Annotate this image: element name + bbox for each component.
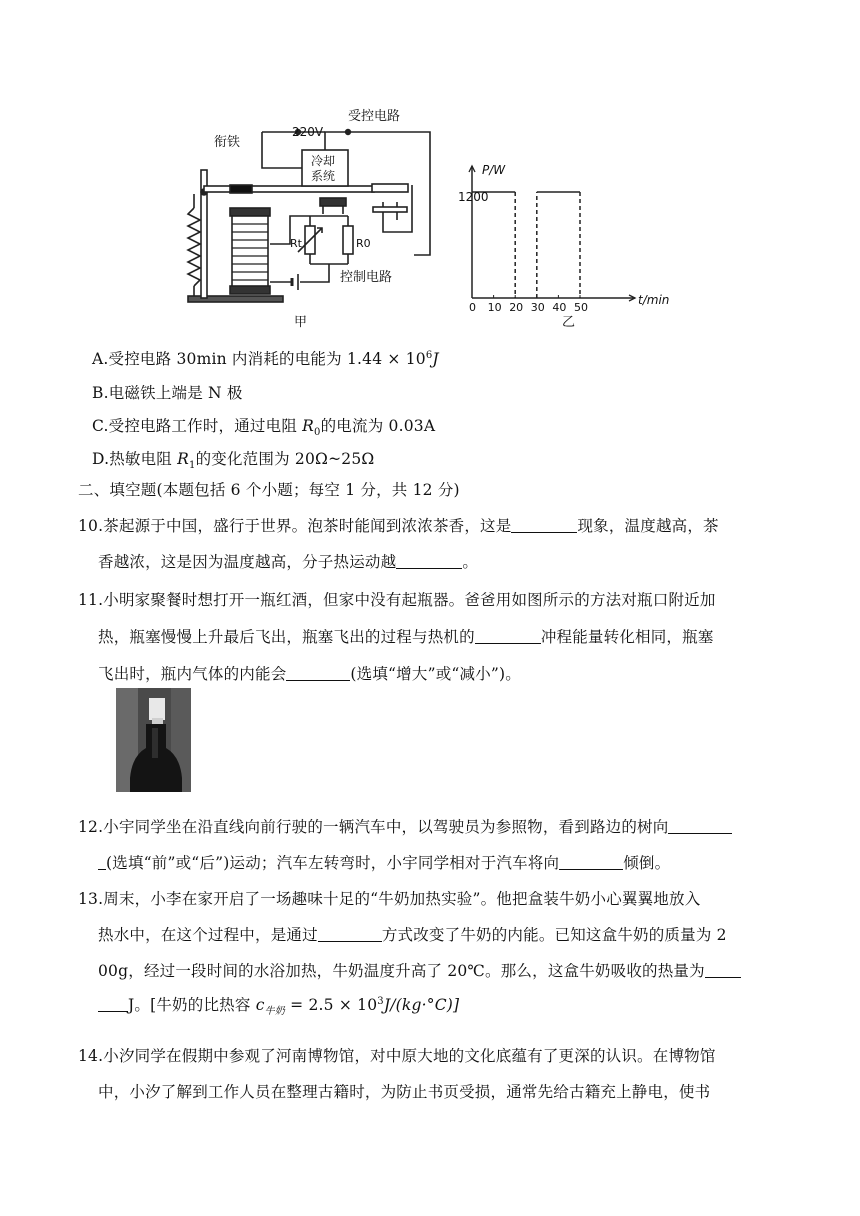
q14-line-1: 14.小汐同学在假期中参观了河南博物馆，对中原大地的文化底蕴有了更深的认识。在博物馆	[78, 1047, 716, 1065]
q13-specific-heat-value: = 2.5 × 10	[285, 996, 378, 1014]
option-a-text: A.受控电路 30min 内消耗的电能为	[92, 350, 347, 368]
graph-y-tick-1200: 1200	[458, 190, 489, 204]
graph-y-axis-label: P/W	[482, 163, 506, 177]
q13-text-2: 方式改变了牛奶的内能。已知这盒牛奶的质量为 2	[381, 926, 727, 944]
q10-line-1	[78, 514, 719, 536]
q12-line-1	[78, 815, 732, 837]
voltage-label: 220V	[292, 125, 324, 139]
option-c-text: C.受控电路工作时，通过电阻	[92, 417, 303, 435]
q11-text-4: (选填“增大”或“减小”)。	[350, 665, 521, 683]
option-d-sub: 1	[189, 460, 196, 472]
caption-yi: 乙	[562, 315, 576, 330]
q12-line-2	[98, 851, 670, 873]
r0-label: R0	[356, 237, 371, 250]
q13-line-1: 13.周末，小李在家开启了一场趣味十足的“牛奶加热实验”。他把盒装牛奶小心翼翼地放入	[78, 890, 701, 908]
q13-specific-heat-subscript: 牛奶	[264, 1006, 285, 1018]
q13-line-2	[98, 923, 727, 945]
q12-blank-1[interactable]	[668, 818, 732, 834]
q13-blank-2-cont	[98, 996, 128, 1012]
armature-label: 衔铁	[214, 135, 241, 150]
option-c-var: R	[302, 417, 315, 435]
q13-specific-heat-exponent: 3	[377, 995, 384, 1007]
q10-blank-1[interactable]	[511, 517, 577, 533]
q12-text-1: 12.小宇同学坐在沿直线向前行驶的一辆汽车中，以驾驶员为参照物，看到路边的树向	[78, 818, 669, 836]
relay-circuit-diagram	[188, 130, 430, 302]
wine-bottle-photo	[116, 688, 191, 792]
q13-specific-heat-symbol: c	[255, 996, 265, 1014]
q11-text-3: 飞出时，瓶内气体的内能会	[98, 665, 287, 683]
option-c	[92, 414, 435, 438]
q13-specific-heat-unit: J/(kg·°C)]	[383, 996, 460, 1014]
graph-x-tick-label: 10	[487, 301, 502, 314]
q11-text-1: 热，瓶塞慢慢上升最后飞出，瓶塞飞出的过程与热机的	[98, 628, 475, 646]
caption-jia: 甲	[294, 315, 308, 330]
q11-text-2: 冲程能量转化相同，瓶塞	[540, 628, 714, 646]
q10-line-2	[98, 550, 478, 572]
q13-line-4	[98, 993, 459, 1017]
graph-x-tick-label: 40	[552, 301, 567, 314]
q13-text-1: 热水中，在这个过程中，是通过	[98, 926, 318, 944]
q10-text-2: 现象，温度越高，茶	[577, 517, 719, 535]
option-b: B.电磁铁上端是 N 极	[92, 384, 243, 402]
q11-blank-1[interactable]	[475, 628, 541, 644]
control-circuit-label: 控制电路	[340, 270, 393, 285]
physics-figure	[180, 100, 680, 340]
graph-x-axis-label: t/min	[638, 293, 670, 307]
q11-line-3	[98, 662, 521, 684]
q13-text-3: 00g，经过一段时间的水浴加热，牛奶温度升高了 20℃。那么，这盒牛奶吸收的热量为	[98, 962, 705, 980]
q12-text-3: 倾倒。	[623, 854, 671, 872]
option-d-text: D.热敏电阻	[92, 450, 178, 468]
graph-x-tick-label: 50	[574, 301, 588, 314]
section-two-heading: 二、填空题(本题包括 6 个小题；每空 1 分，共 12 分)	[78, 481, 460, 499]
graph-x-tick-label: 20	[509, 301, 524, 314]
cooling-system-label-1: 冷却	[311, 154, 336, 168]
q13-text-4: J。[牛奶的比热容	[128, 996, 256, 1014]
q10-text-1: 10.茶起源于中国，盛行于世界。泡茶时能闻到浓浓茶香，这是	[78, 517, 512, 535]
controlled-circuit-label: 受控电路	[348, 109, 401, 124]
option-a-value: 1.44 × 10	[346, 350, 426, 368]
q11-line-1: 11.小明家聚餐时想打开一瓶红酒，但家中没有起瓶器。爸爸用如图所示的方法对瓶口附近加	[78, 591, 716, 609]
option-a	[92, 347, 439, 369]
q12-blank-2[interactable]	[559, 854, 623, 870]
q10-text-4: 。	[462, 553, 479, 571]
q12-blank-1-cont	[98, 854, 106, 870]
rt-label: Rt	[290, 237, 302, 250]
q13-blank-1[interactable]	[318, 926, 382, 942]
option-d-suffix: 的变化范围为 20Ω~25Ω	[195, 450, 375, 468]
option-c-sub: 0	[314, 427, 321, 439]
option-d	[92, 447, 374, 471]
graph-x-tick-label: 30	[530, 301, 545, 314]
q10-text-3: 香越浓，这是因为温度越高，分子热运动越	[98, 553, 397, 571]
cooling-system-label-2: 系统	[311, 169, 336, 183]
option-d-var: R	[177, 450, 190, 468]
option-a-exponent: 6	[425, 349, 433, 361]
q14-line-2: 中，小汐了解到工作人员在整理古籍时，为防止书页受损，通常先给古籍充上静电，使书	[98, 1083, 711, 1101]
q11-line-2	[98, 625, 714, 647]
option-a-unit: J	[432, 350, 439, 368]
option-c-suffix: 的电流为 0.03A	[320, 417, 436, 435]
graph-x-tick-label: 0	[469, 301, 476, 314]
q12-text-2: (选填“前”或“后”)运动；汽车左转弯时，小宇同学相对于汽车将向	[106, 854, 560, 872]
power-time-graph	[469, 166, 635, 314]
q11-blank-2[interactable]	[286, 665, 350, 681]
q13-line-3	[98, 959, 741, 981]
q13-blank-2[interactable]	[705, 962, 741, 978]
q10-blank-2[interactable]	[396, 553, 462, 569]
